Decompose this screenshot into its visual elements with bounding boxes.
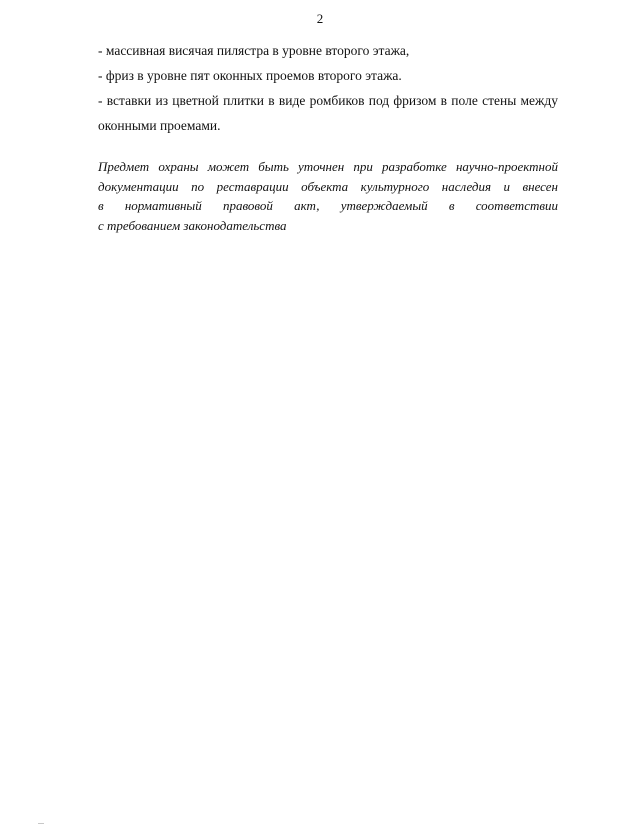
- note-line: документации по реставрации объекта культурного наследия и внесен: [98, 178, 558, 194]
- protection-items-list: [98, 38, 558, 138]
- list-item: - фриз в уровне пят оконных проемов второго этажа.: [98, 68, 402, 83]
- scan-mark: [38, 823, 44, 824]
- page-number: 2: [316, 11, 324, 26]
- note-line: Предмет охраны может быть уточнен при разработке научно-проектной: [98, 159, 558, 174]
- list-item: - вставки из цветной плитки в виде ромбиков под фризом в поле стены между оконными проемами.: [98, 93, 558, 133]
- protection-note: [98, 157, 558, 235]
- note-line: в нормативный правовой акт, утверждаемый в соответствии: [98, 198, 558, 213]
- note-line: с требованием законодательства: [98, 217, 287, 233]
- list-item: - массивная висячая пилястра в уровне второго этажа,: [98, 43, 410, 58]
